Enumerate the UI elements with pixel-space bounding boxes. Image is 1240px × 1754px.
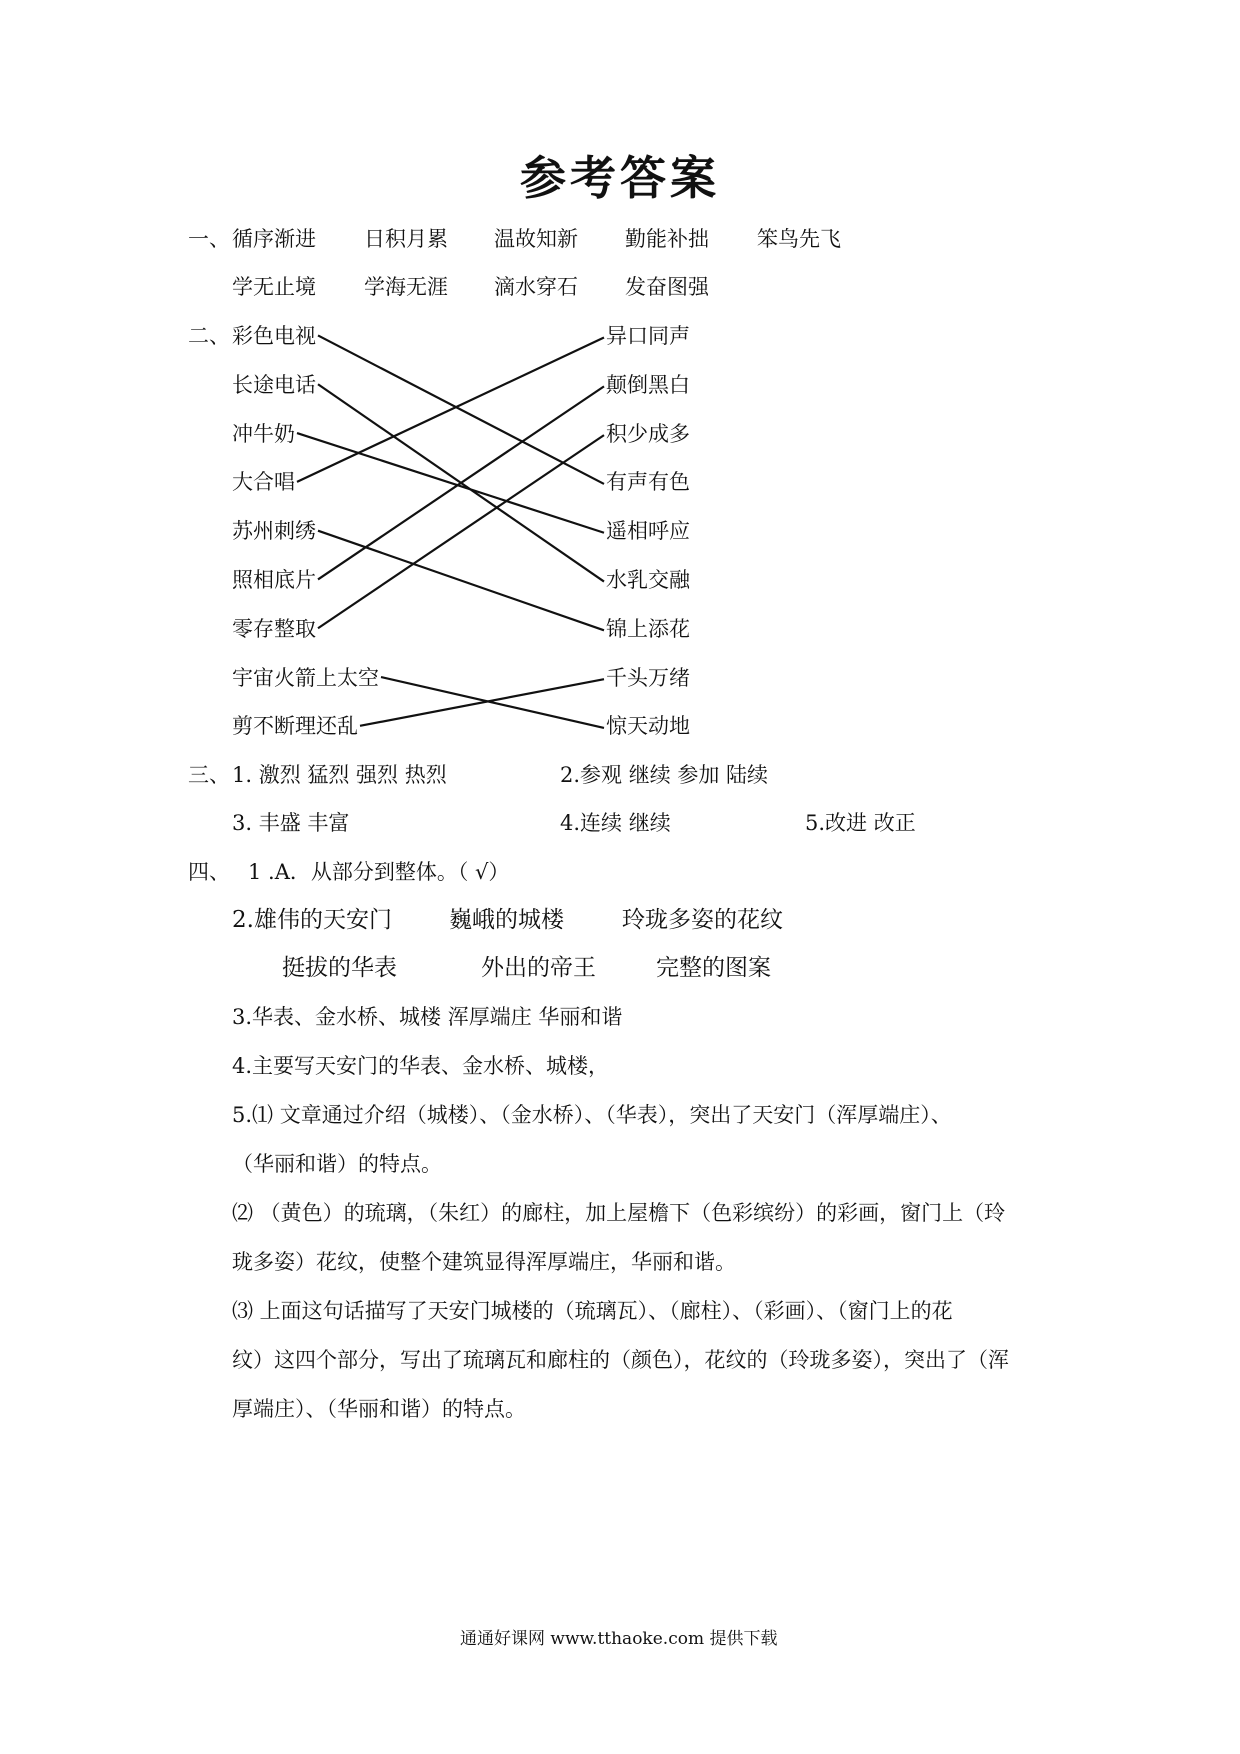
match-right-item: 异口同声 xyxy=(606,324,690,348)
match-left-item: 苏州刺绣 xyxy=(232,519,316,544)
idiom: 滴水穿石 xyxy=(494,275,578,299)
idiom: 日积月累 xyxy=(364,227,448,251)
match-line xyxy=(318,435,604,628)
answer-4-5-line: ⑶ 上面这句话描写了天安门城楼的（琉璃瓦）、（廊柱）、（彩画）、（窗门上的花 xyxy=(232,1299,953,1323)
idiom: 学海无涯 xyxy=(364,275,448,299)
section-3-label: 三、 xyxy=(188,763,230,787)
idiom: 发奋图强 xyxy=(625,275,709,299)
match-left-item: 大合唱 xyxy=(232,470,295,495)
page-title: 参考答案 xyxy=(520,151,720,205)
phrase: 外出的帝王 xyxy=(481,955,596,981)
match-line xyxy=(318,531,604,631)
match-left-item: 零存整取 xyxy=(232,616,316,641)
section-1-label: 一、 xyxy=(188,227,230,251)
match-right-item: 锦上添花 xyxy=(606,616,690,641)
idiom: 勤能补拙 xyxy=(625,227,709,251)
match-right-item: 有声有色 xyxy=(606,470,690,495)
match-right-item: 千头万绪 xyxy=(606,665,690,690)
match-left-item: 宇宙火箭上太空 xyxy=(232,665,379,690)
match-line xyxy=(318,386,604,579)
footer-note: 通通好课网 www.tthaoke.com 提供下载 xyxy=(460,1629,778,1649)
match-right-item: 惊天动地 xyxy=(606,714,690,739)
match-right-item: 遥相呼应 xyxy=(606,519,690,544)
match-left-item: 剪不断理还乱 xyxy=(232,714,358,739)
section-2-label: 二、 xyxy=(188,324,230,348)
phrase: 完整的图案 xyxy=(656,955,771,981)
match-left-item: 冲牛奶 xyxy=(232,421,295,446)
answer-4-5-line: （华丽和谐）的特点。 xyxy=(232,1152,442,1176)
idiom: 笨鸟先飞 xyxy=(757,227,841,251)
match-left-item: 彩色电视 xyxy=(232,324,316,348)
phrase: 2.雄伟的天安门 xyxy=(232,907,392,933)
answer-4-5-line: 纹）这四个部分，写出了琉璃瓦和廊柱的（颜色），花纹的（玲珑多姿），突出了（浑 xyxy=(232,1348,1009,1372)
phrase: 玲珑多姿的花纹 xyxy=(622,907,783,933)
answer-4-4: 4.主要写天安门的华表、金水桥、城楼， xyxy=(232,1054,610,1078)
answer-3-5: 5.改进 改正 xyxy=(805,811,916,835)
phrase: 挺拔的华表 xyxy=(282,955,397,981)
answer-4-3: 3.华表、金水桥、城楼 浑厚端庄 华丽和谐 xyxy=(232,1005,623,1029)
section-4-label: 四、 xyxy=(188,860,230,884)
answer-4-5-line: ⑵ （黄色）的琉璃，（朱红）的廊柱，加上屋檐下（色彩缤纷）的彩画，窗门上（玲 xyxy=(232,1201,1006,1225)
idiom: 温故知新 xyxy=(494,227,578,251)
answer-3-4: 4.连续 继续 xyxy=(560,811,671,835)
answer-3-1: 1. 激烈 猛烈 强烈 热烈 xyxy=(232,763,447,787)
match-right-item: 水乳交融 xyxy=(606,568,690,592)
match-left-item: 长途电话 xyxy=(232,372,316,397)
match-line xyxy=(297,433,604,533)
answer-4-5-line: 厚端庄）、（华丽和谐）的特点。 xyxy=(232,1397,526,1421)
answer-3-3: 3. 丰盛 丰富 xyxy=(232,811,350,835)
match-right-item: 颠倒黑白 xyxy=(606,372,690,397)
idiom: 循序渐进 xyxy=(232,227,316,251)
idiom: 学无止境 xyxy=(232,275,316,299)
match-right-item: 积少成多 xyxy=(606,421,690,446)
match-left-item: 照相底片 xyxy=(232,568,316,592)
answer-4-5-line: 珑多姿）花纹，使整个建筑显得浑厚端庄，华丽和谐。 xyxy=(232,1250,736,1274)
answer-3-2: 2.参观 继续 参加 陆续 xyxy=(560,763,769,787)
answer-4-1: 1 .A．从部分到整体。（ √） xyxy=(248,860,510,884)
phrase: 巍峨的城楼 xyxy=(449,907,564,933)
answer-4-5-line: 5.⑴ 文章通过介绍（城楼）、（金水桥）、（华表），突出了天安门（浑厚端庄）、 xyxy=(232,1103,952,1127)
